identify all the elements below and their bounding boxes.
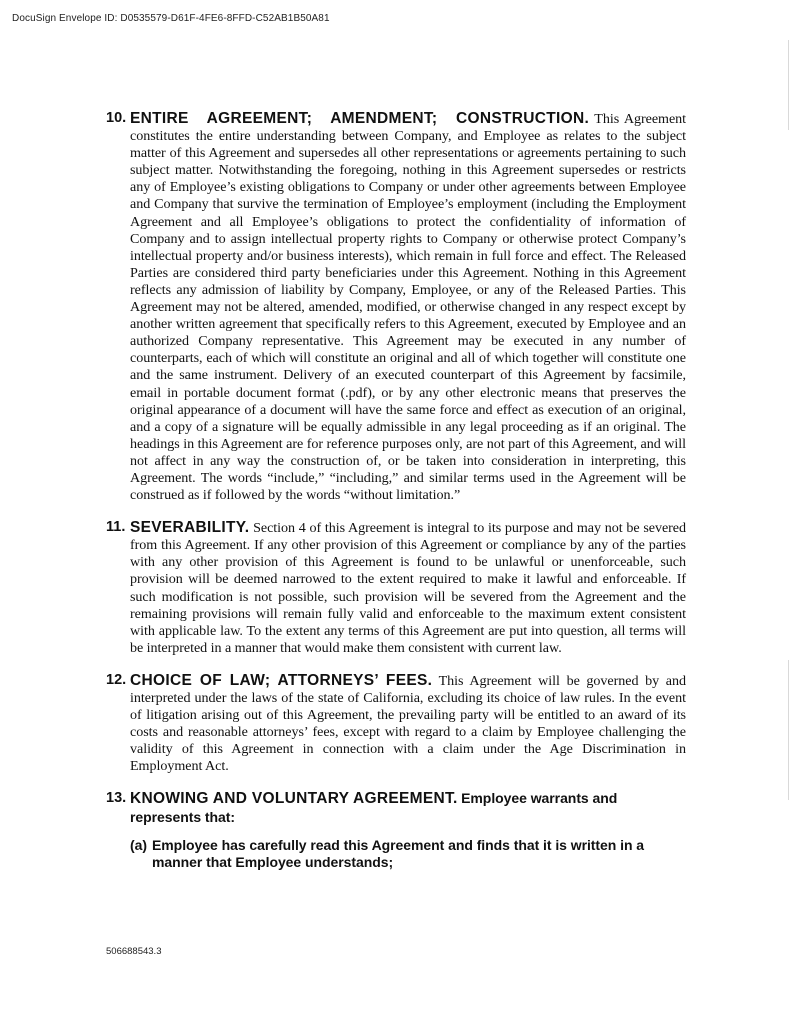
section-body xyxy=(130,790,686,870)
section-text: This Agreement will be governed by and interpreted under the laws of the state of California, excluding its choice of law rules. In the event of litigation arising out of this Agreement, the prevailing party will be entitled to an award of its costs and reasonable attorneys’ fees, except with regard to a claim by Employee challenging the validity of this Agreement in connection with a claim under the Age Discrimination in Employment Act. xyxy=(130,672,686,775)
section-11 xyxy=(106,519,686,657)
section-number: 10. xyxy=(106,110,127,126)
section-heading: ENTIRE AGREEMENT; AMENDMENT; CONSTRUCTION. xyxy=(130,110,590,127)
section-body xyxy=(130,672,686,776)
section-10 xyxy=(106,110,686,504)
section-12 xyxy=(106,672,686,776)
list-item-text: Employee has carefully read this Agreement and finds that it is written in a manner that Employee understands; xyxy=(152,836,645,870)
section-number: 12. xyxy=(106,671,127,688)
section-body xyxy=(130,110,686,504)
section-body xyxy=(130,519,686,657)
scan-edge-line xyxy=(788,40,789,130)
list-item xyxy=(130,837,686,871)
scan-edge-line xyxy=(788,660,789,800)
section-heading: SEVERABILITY. xyxy=(130,519,250,537)
document-number: 506688543.3 xyxy=(106,946,162,957)
section-text: Employee warrants and represents that: xyxy=(130,790,618,825)
document-body xyxy=(106,110,686,886)
section-13 xyxy=(106,790,686,870)
envelope-id: DocuSign Envelope ID: D0535579-D61F-4FE6-8FFD-C52AB1B50A81 xyxy=(12,13,330,24)
section-number: 11. xyxy=(106,519,126,536)
section-heading: KNOWING AND VOLUNTARY AGREEMENT. xyxy=(130,790,458,808)
list-item-label: (a) xyxy=(130,836,147,853)
section-number: 13. xyxy=(106,790,127,807)
section-text: This Agreement constitutes the entire understanding between Company, and Employee as relates to the subject matter of this Agreement and supersedes all other representations or agreements pertaining to such subject matter. Notwithstanding the foregoing, nothing in this Agreement supersedes or restricts any of Employee’s existing obligations to Company or under other agreements between Employee and Company that survive the termination of Employee’s employment (including the Employment Agreement and all Employee’s obligations to protect the confidentiality of information of Company and to assign intellectual property rights to Company or otherwise protect Company’s intellectual property and/or business interests), which remain in full force and effect. The Released Parties are considered third party beneficiaries under this Agreement. Nothing in this Agreement reflects any admission of liability by Company, Employee, or any of the Released Parties. This Agreement may not be altered, amended, modified, or otherwise changed in any respect except by another written agreement that specifically refers to this Agreement, executed by Employee and an authorized Company representative. This Agreement may be executed in any number of counterparts, each of which will constitute an original and all of which together will constitute one and the same instrument. Delivery of an executed counterpart of this Agreement by facsimile, email in portable document format (.pdf), or by any other electronic means that preserves the original appearance of a document will have the same force and effect as execution of an original, and a copy of a signature will be equally admissible in any legal proceeding as if an original. The headings in this Agreement are for reference purposes only, are not part of this Agreement, and will not affect in any way the construction of, or be taken into consideration in interpreting, this Agreement. The words “include,” “including,” and similar terms used in the Agreement will be construed as if followed by the words “without limitation.” xyxy=(130,111,687,504)
section-text: Section 4 of this Agreement is integral to its purpose and may not be severed from this Agreement. If any other provision of this Agreement or compliance by any of the parties with any other provision of this Agreement is found to be unlawful or unenforceable, such provision will be deemed narrowed to the extent required to make it lawful and enforceable. If such modification is not possible, such provision will be severed from the Agreement and the remaining provisions will remain fully valid and enforceable to the maximum extent consistent with applicable law. To the extent any terms of this Agreement are put into question, all terms will be interpreted in a manner that would make them consistent with current law. xyxy=(130,520,687,656)
section-heading: CHOICE OF LAW; ATTORNEYS’ FEES. xyxy=(130,671,433,689)
